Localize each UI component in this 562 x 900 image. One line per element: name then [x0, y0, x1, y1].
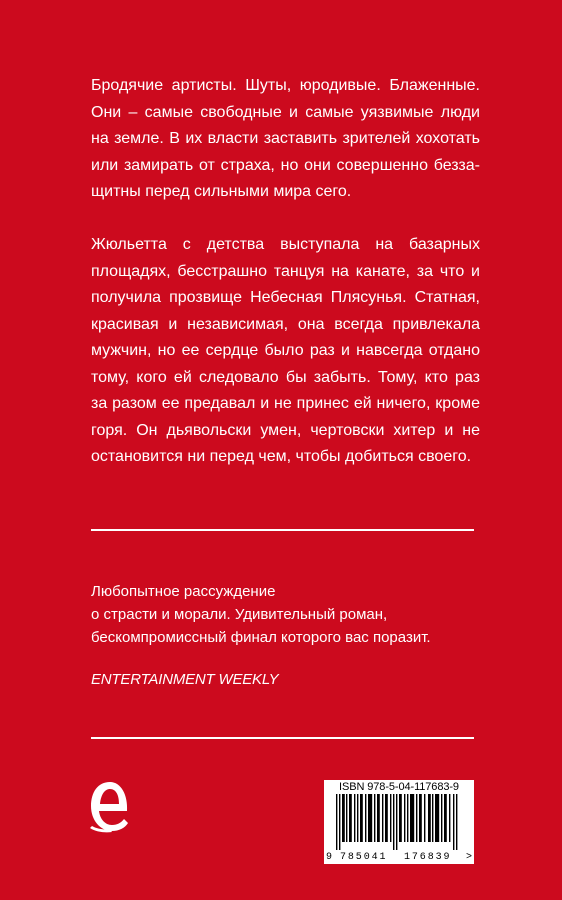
- divider-bottom: [91, 737, 474, 739]
- ean-quiet-zone-mark: >: [465, 852, 472, 863]
- blurb-line: Бродячие артисты. Шуты, юродивые. Блаженные.: [91, 77, 480, 94]
- blurb-line: мужчин, но ее сердце было раз и навсегда отдано: [91, 342, 480, 359]
- quote-line: бескомпромиссный финал которого вас поразит.: [91, 629, 431, 646]
- blurb-line: красивая и независимая, она всегда привлекала: [91, 315, 480, 333]
- blurb-line: за разом ее предавал и не принес ей ничего, кроме: [91, 395, 480, 412]
- quote-line: Любопытное рассуждение: [91, 583, 276, 600]
- blurb-line: получила прозвище Небесная Плясунья. Статная,: [91, 289, 480, 306]
- ean-group-1: 785041: [340, 852, 388, 863]
- barcode-bars: [330, 794, 468, 850]
- blurb-line: остановится ни перед чем, чтобы добиться своего.: [91, 448, 472, 465]
- blurb-line: на земле. В их власти заставить зрителей хохотать: [91, 130, 480, 147]
- ean-lead-digit: 9: [326, 852, 333, 863]
- blurb-line: Они – самые свободные и самые уязвимые люди: [91, 103, 480, 121]
- ean-group-2: 176839: [404, 852, 452, 863]
- blurb-line: Жюльетта с детства выступала на базарных: [91, 236, 480, 253]
- quote-line: о страсти и морали. Удивительный роман,: [91, 606, 388, 623]
- blurb-line: щитны перед сильными мира сего.: [91, 183, 352, 200]
- blurb-paragraph-2: [91, 232, 480, 471]
- blurb-line: площадях, бесстрашно танцуя на канате, за что и: [91, 262, 480, 280]
- eksmo-logo-icon: [88, 780, 130, 834]
- blurb-line: или замирать от страха, но они совершенно безза-: [91, 156, 480, 174]
- barcode-label: [324, 780, 474, 864]
- blurb-line: горя. Он дьявольски умен, чертовски хитер и не: [91, 421, 480, 439]
- review-source: ENTERTAINMENT WEEKLY: [91, 671, 279, 688]
- isbn-number: ISBN 978-5-04-117683-9: [339, 781, 459, 793]
- blurb-paragraph-1: [91, 73, 480, 206]
- review-quote: [91, 580, 431, 649]
- divider-top: [91, 529, 474, 531]
- blurb-line: тому, кого ей следовало бы забыть. Тому, кто раз: [91, 368, 480, 386]
